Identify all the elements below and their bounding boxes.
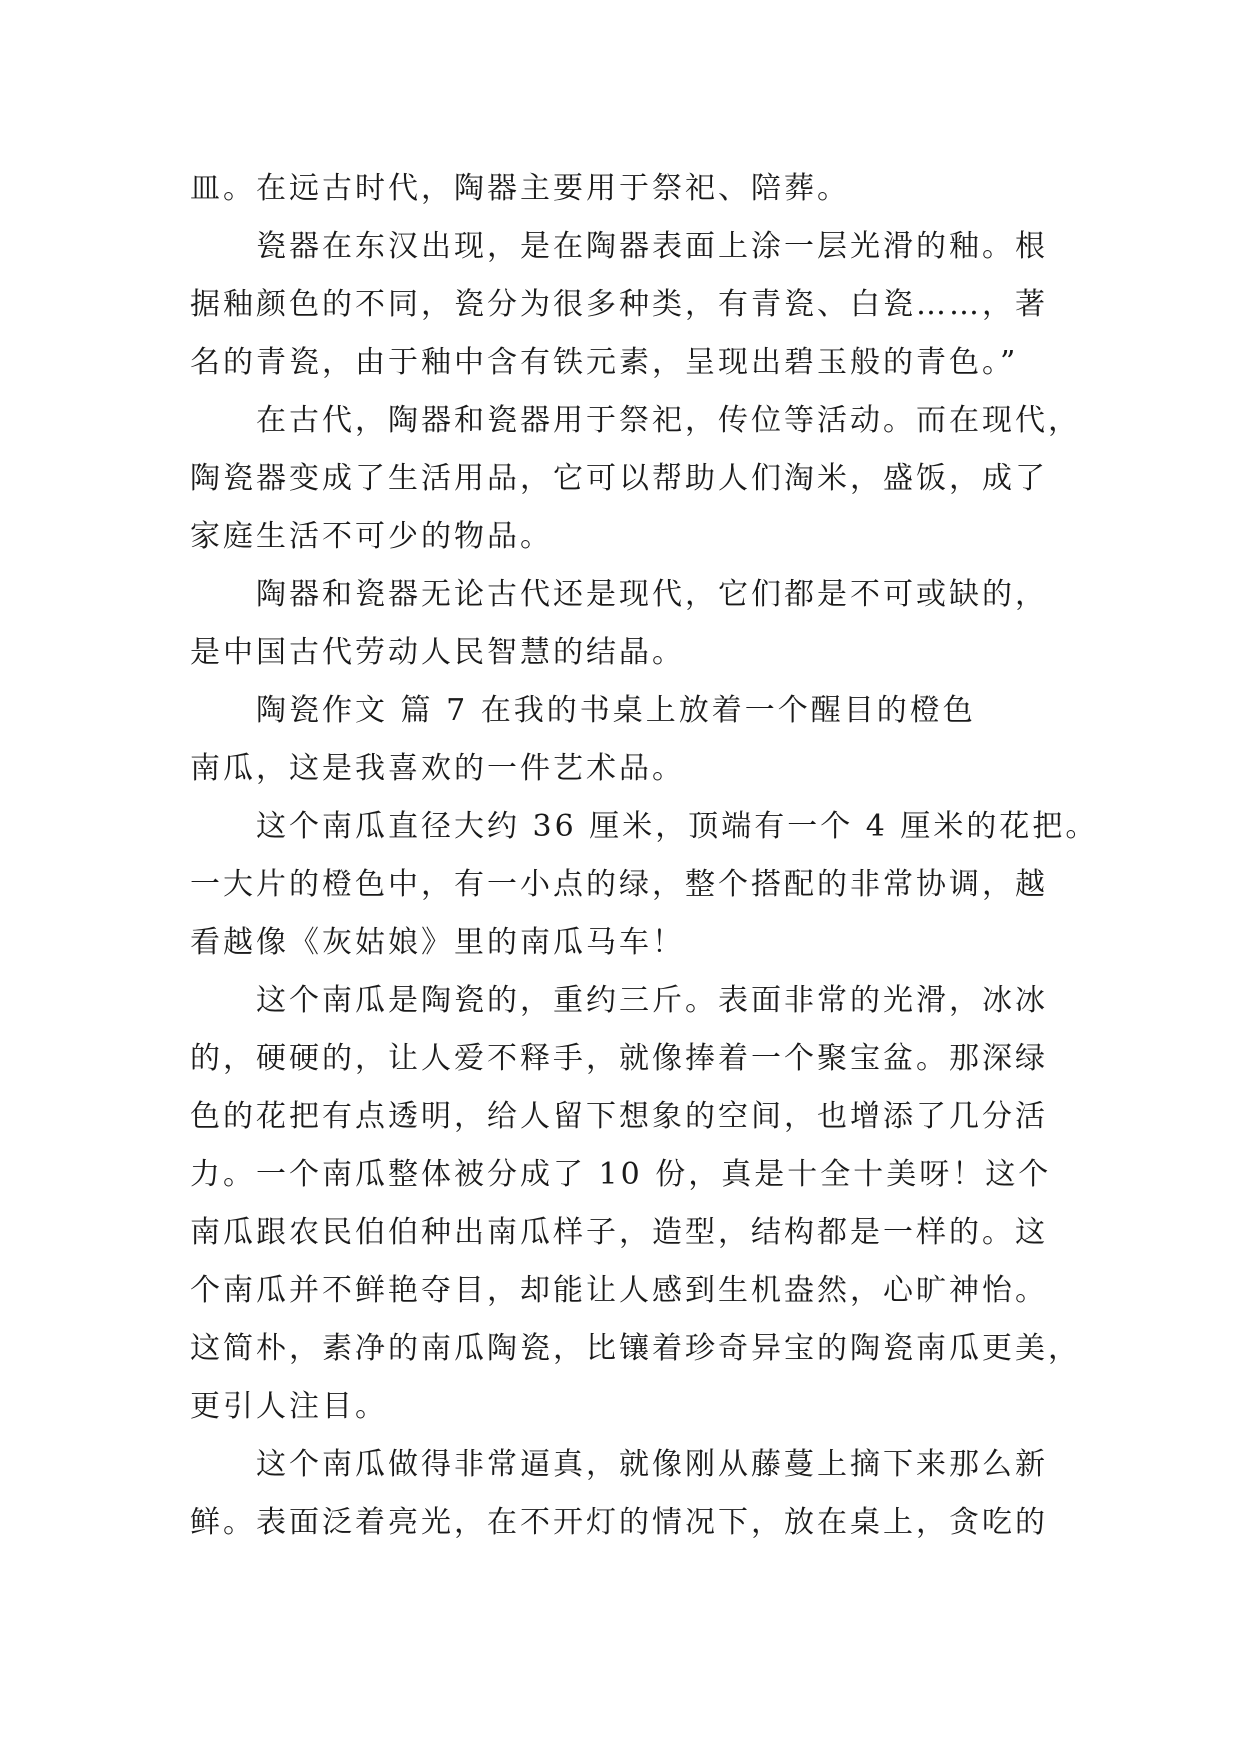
text-line: 陶瓷器变成了生活用品，它可以帮助人们淘米，盛饭，成了 <box>190 461 1048 496</box>
text-line: 这个南瓜是陶瓷的，重约三斤。表面非常的光滑，冰冰 <box>256 983 1048 1018</box>
text-line: 看越像《灰姑娘》里的南瓜马车！ <box>190 925 685 960</box>
text-line: 色的花把有点透明，给人留下想象的空间，也增添了几分活 <box>190 1099 1048 1134</box>
body-text <box>190 160 1099 1552</box>
text-line: 名的青瓷，由于釉中含有铁元素，呈现出碧玉般的青色。” <box>190 345 1019 380</box>
text-line: 一大片的橙色中，有一小点的绿，整个搭配的非常协调，越 <box>190 867 1048 902</box>
text-line: 这个南瓜直径大约 36 厘米，顶端有一个 4 厘米的花把。 <box>256 809 1099 844</box>
text-line: 力。一个南瓜整体被分成了 10 份，真是十全十美呀！这个 <box>190 1157 1052 1192</box>
text-line: 据釉颜色的不同，瓷分为很多种类，有青瓷、白瓷……，著 <box>190 287 1048 322</box>
text-line: 这简朴，素净的南瓜陶瓷，比镶着珍奇异宝的陶瓷南瓜更美， <box>190 1331 1081 1366</box>
text-line: 皿。在远古时代，陶器主要用于祭祀、陪葬。 <box>190 171 850 206</box>
text-line: 的，硬硬的，让人爱不释手，就像捧着一个聚宝盆。那深绿 <box>190 1041 1048 1076</box>
text-line: 在古代，陶器和瓷器用于祭祀，传位等活动。而在现代， <box>256 403 1081 438</box>
text-line: 陶器和瓷器无论古代还是现代，它们都是不可或缺的， <box>256 577 1048 612</box>
text-line: 南瓜，这是我喜欢的一件艺术品。 <box>190 751 685 786</box>
text-line: 南瓜跟农民伯伯种出南瓜样子，造型，结构都是一样的。这 <box>190 1215 1048 1250</box>
text-line: 更引人注目。 <box>190 1389 388 1424</box>
text-line: 家庭生活不可少的物品。 <box>190 519 553 554</box>
text-line: 是中国古代劳动人民智慧的结晶。 <box>190 635 685 670</box>
text-line: 这个南瓜做得非常逼真，就像刚从藤蔓上摘下来那么新 <box>256 1447 1048 1482</box>
text-line: 鲜。表面泛着亮光，在不开灯的情况下，放在桌上，贪吃的 <box>190 1505 1048 1540</box>
section-heading-line: 陶瓷作文 篇 7 在我的书桌上放着一个醒目的橙色 <box>256 693 976 728</box>
text-line: 瓷器在东汉出现，是在陶器表面上涂一层光滑的釉。根 <box>256 229 1048 264</box>
text-line: 个南瓜并不鲜艳夺目，却能让人感到生机盎然，心旷神怡。 <box>190 1273 1048 1308</box>
